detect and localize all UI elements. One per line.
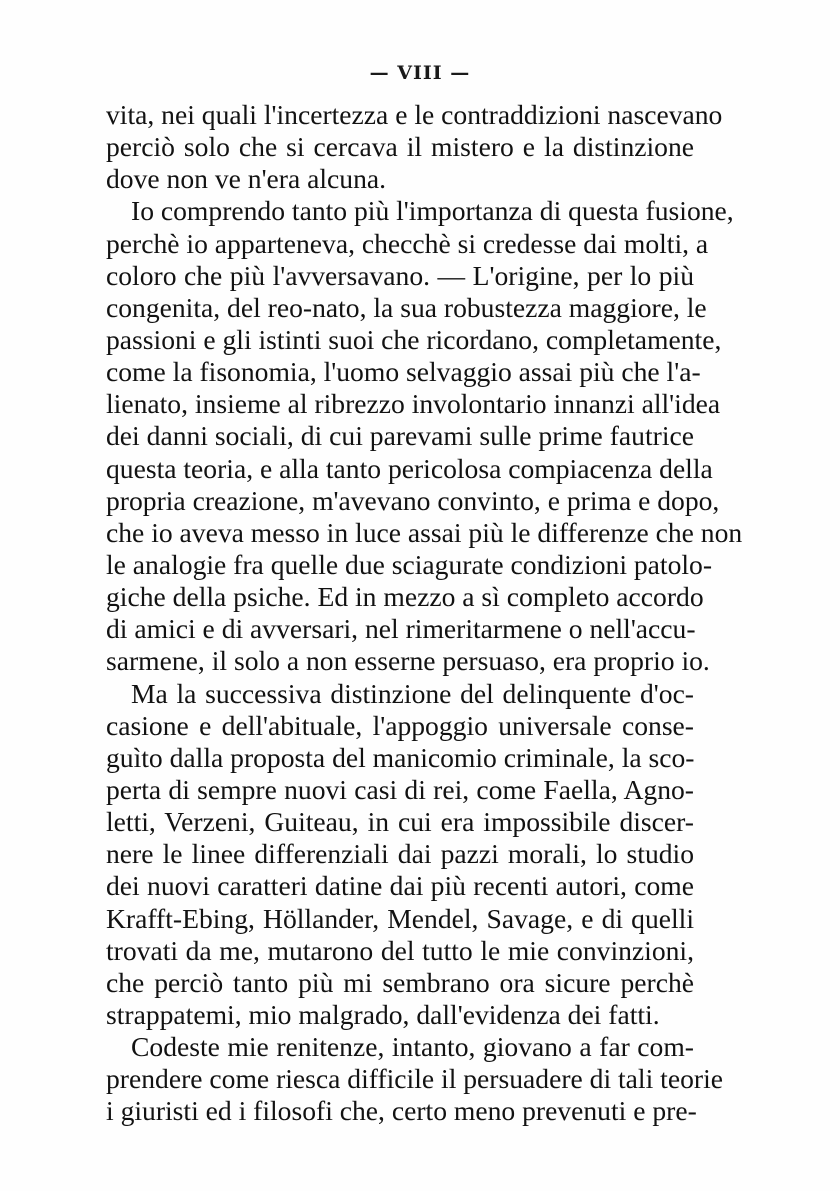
text-line: perchè io apparteneva, checchè si credesse dai molti, a bbox=[106, 227, 709, 259]
text-line: propria creazione, m'avevano convinto, e prima e dopo, bbox=[106, 484, 720, 516]
paragraph bbox=[106, 1031, 723, 1127]
paragraph bbox=[106, 195, 743, 677]
text-line: Io comprendo tanto più l'importanza di questa fusione, bbox=[131, 195, 734, 227]
text-line: che io aveva messo in luce assai più le differenze che non bbox=[106, 516, 743, 548]
text-line: guìto dalla proposta del manicomio criminale, la sco- bbox=[106, 741, 695, 773]
text-line: come la fisonomia, l'uomo selvaggio assai più che l'a- bbox=[106, 356, 701, 388]
text-line: prendere come riesca difficile il persuadere di tali teorie bbox=[106, 1063, 723, 1095]
text-line: dei danni sociali, di cui parevami sulle prime fautrice bbox=[106, 420, 694, 452]
text-line: congenita, del reo-nato, la sua robustezza maggiore, le bbox=[106, 291, 707, 323]
running-head: — VIII — bbox=[369, 62, 471, 84]
text-line: Ma la successiva distinzione del delinquente d'oc- bbox=[131, 677, 694, 709]
paragraph bbox=[106, 678, 694, 1032]
text-line: le analogie fra quelle due sciagurate condizioni patolo- bbox=[106, 548, 713, 580]
text-line: passioni e gli istinti suoi che ricordano, completamente, bbox=[106, 323, 722, 355]
text-line: Codeste mie renitenze, intanto, giovano a far com- bbox=[131, 1031, 694, 1063]
text-line: coloro che più l'avversavano. — L'origine, per lo più bbox=[106, 259, 694, 291]
text-line: questa teoria, e alla tanto pericolosa compiacenza della bbox=[106, 452, 713, 484]
text-line: giche della psiche. Ed in mezzo a sì completo accordo bbox=[106, 581, 704, 613]
text-line: dei nuovi caratteri datine dai più recenti autori, come bbox=[106, 870, 694, 902]
text-line: lienato, insieme al ribrezzo involontario innanzi all'idea bbox=[106, 388, 721, 420]
text-line: casione e dell'abituale, l'appoggio universale conse- bbox=[106, 709, 694, 741]
body-text bbox=[106, 99, 743, 1128]
text-line: perta di sempre nuovi casi di rei, come Faella, Agno- bbox=[106, 773, 694, 805]
text-line: Krafft-Ebing, Höllander, Mendel, Savage, e di quelli bbox=[106, 902, 694, 934]
text-line: perciò solo che si cercava il mistero e la distinzione bbox=[106, 131, 694, 163]
text-line: i giuristi ed i filosofi che, certo meno prevenuti e pre- bbox=[106, 1095, 697, 1127]
text-line: strappatemi, mio malgrado, dall'evidenza dei fatti. bbox=[106, 998, 660, 1030]
text-line: sarmene, il solo a non esserne persuaso, era proprio io. bbox=[106, 645, 710, 677]
paragraph bbox=[106, 99, 723, 195]
text-line: trovati da me, mutarono del tutto le mie convinzioni, bbox=[106, 934, 694, 966]
text-line: dove non ve n'era alcuna. bbox=[106, 163, 387, 195]
text-line: di amici e di avversari, nel rimeritarmene o nell'accu- bbox=[106, 613, 696, 645]
text-line: vita, nei quali l'incertezza e le contraddizioni nascevano bbox=[106, 99, 723, 130]
text-line: che perciò tanto più mi sembrano ora sicure perchè bbox=[106, 966, 694, 998]
text-line: letti, Verzeni, Guiteau, in cui era impossibile discer- bbox=[106, 806, 694, 838]
text-line: nere le linee differenziali dai pazzi morali, lo studio bbox=[106, 838, 694, 870]
